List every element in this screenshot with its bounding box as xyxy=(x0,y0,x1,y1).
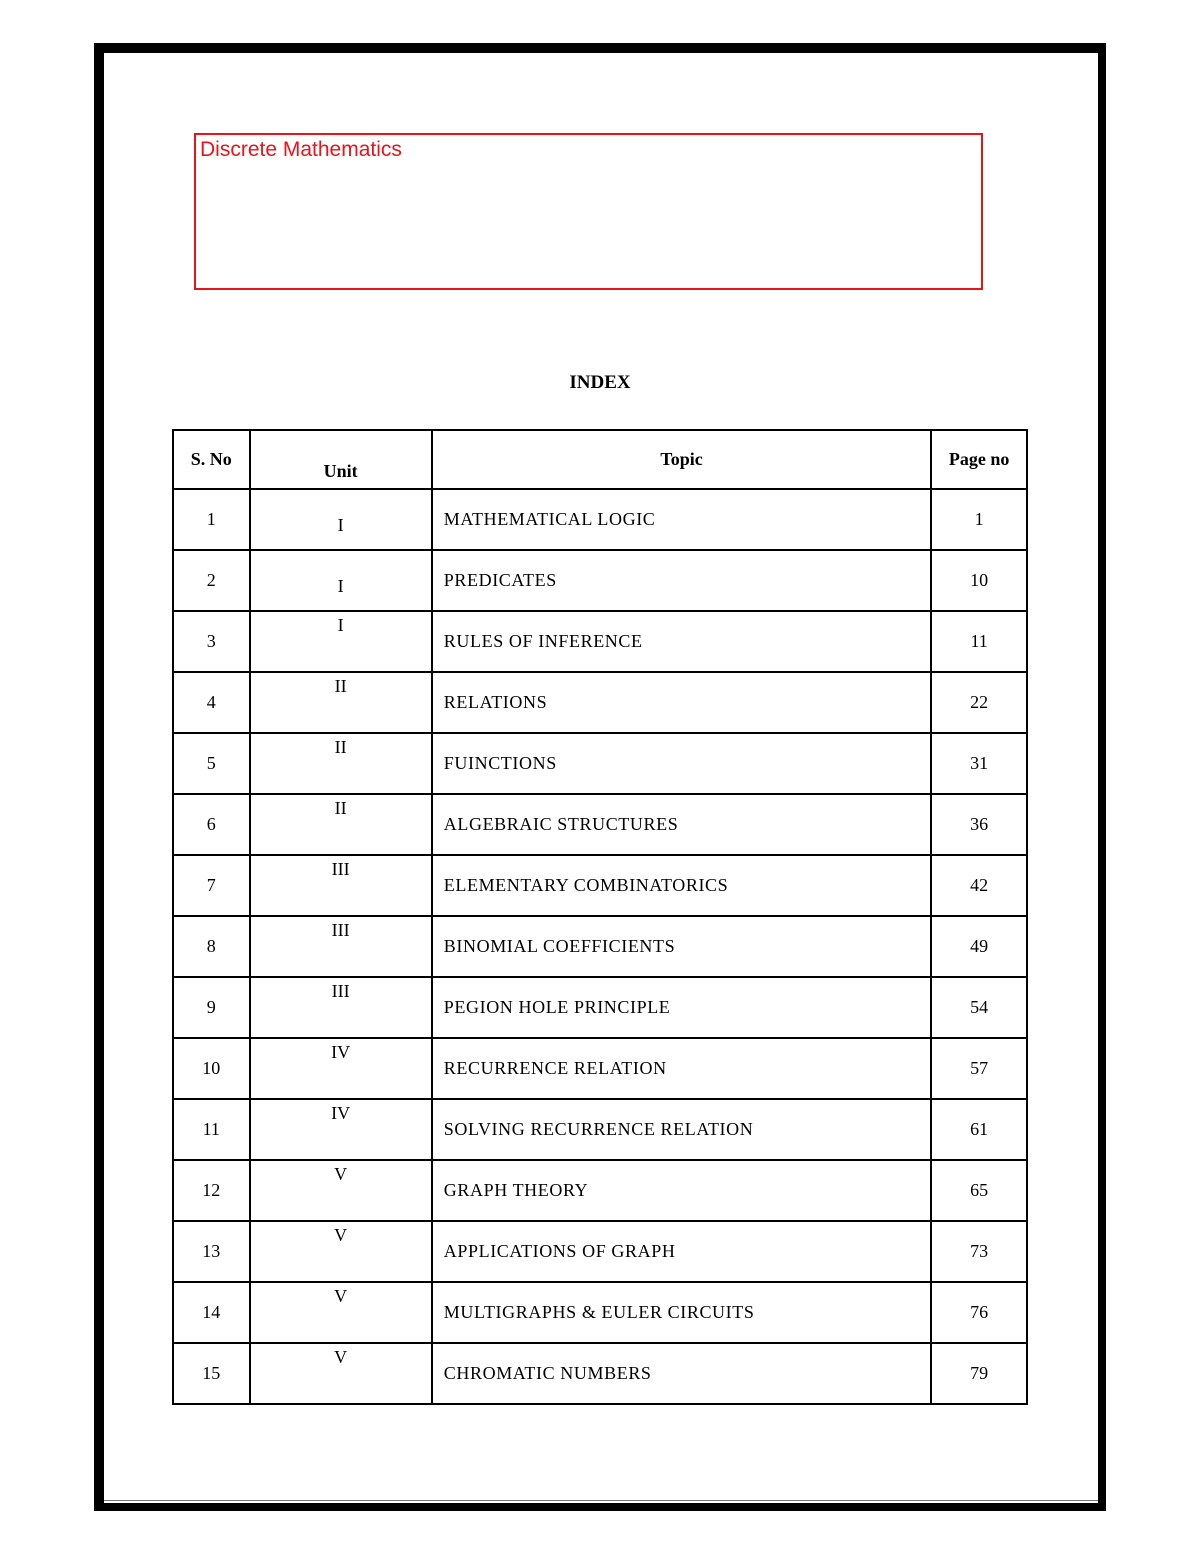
cell-sno-text: 13 xyxy=(202,1241,221,1261)
cell-page-text: 76 xyxy=(970,1302,989,1322)
cell-unit xyxy=(250,916,432,977)
cell-page-text: 57 xyxy=(970,1058,989,1078)
cell-topic-text: PREDICATES xyxy=(443,570,557,590)
cell-unit-text: II xyxy=(334,676,347,696)
cell-page xyxy=(931,733,1027,794)
cell-topic xyxy=(432,794,932,855)
table-row xyxy=(173,794,1027,855)
cell-page xyxy=(931,855,1027,916)
cell-unit-text: V xyxy=(334,1347,348,1367)
cell-sno xyxy=(173,1282,250,1343)
cell-sno-text: 15 xyxy=(202,1363,221,1383)
header-topic-label: Topic xyxy=(660,449,703,469)
table-row xyxy=(173,1221,1027,1282)
cell-topic xyxy=(432,611,932,672)
cell-sno-text: 10 xyxy=(202,1058,221,1078)
cell-page-text: 61 xyxy=(970,1119,989,1139)
cell-unit-text: I xyxy=(337,576,344,596)
cell-unit-text: I xyxy=(337,515,344,535)
table-header-row xyxy=(173,430,1027,489)
cell-topic xyxy=(432,1221,932,1282)
cell-unit xyxy=(250,733,432,794)
cell-page xyxy=(931,550,1027,611)
header-sno-label: S. No xyxy=(190,449,232,469)
index-heading: INDEX xyxy=(569,372,631,393)
cell-sno xyxy=(173,611,250,672)
cell-topic xyxy=(432,1099,932,1160)
cell-unit xyxy=(250,794,432,855)
cell-unit-text: V xyxy=(334,1164,348,1184)
cell-topic xyxy=(432,1160,932,1221)
cell-sno-text: 9 xyxy=(206,997,216,1017)
table-row xyxy=(173,733,1027,794)
cell-unit xyxy=(250,977,432,1038)
cell-topic-text: RECURRENCE RELATION xyxy=(443,1058,667,1078)
header-unit-label: Unit xyxy=(323,461,358,481)
cell-page-text: 73 xyxy=(970,1241,989,1261)
cell-page xyxy=(931,1099,1027,1160)
cell-topic-text: PEGION HOLE PRINCIPLE xyxy=(443,997,671,1017)
cell-topic-text: APPLICATIONS OF GRAPH xyxy=(443,1241,676,1261)
header-topic xyxy=(432,430,932,489)
cell-sno xyxy=(173,550,250,611)
cell-topic-text: SOLVING RECURRENCE RELATION xyxy=(443,1119,754,1139)
cell-topic-text: ALGEBRAIC STRUCTURES xyxy=(443,814,679,834)
document-title: Discrete Mathematics xyxy=(200,138,402,161)
cell-sno xyxy=(173,672,250,733)
cell-sno-text: 7 xyxy=(206,875,216,895)
title-box xyxy=(194,133,983,290)
cell-page-text: 65 xyxy=(970,1180,989,1200)
table-row xyxy=(173,611,1027,672)
cell-topic xyxy=(432,855,932,916)
cell-topic xyxy=(432,733,932,794)
cell-topic-text: MATHEMATICAL LOGIC xyxy=(443,509,656,529)
bottom-rule xyxy=(104,1500,1098,1501)
cell-page-text: 49 xyxy=(970,936,989,956)
cell-unit-text: II xyxy=(334,737,347,757)
header-unit xyxy=(250,430,432,489)
cell-topic-text: ELEMENTARY COMBINATORICS xyxy=(443,875,729,895)
cell-page xyxy=(931,1221,1027,1282)
cell-page xyxy=(931,489,1027,550)
index-table xyxy=(172,429,1028,1405)
cell-page xyxy=(931,672,1027,733)
cell-unit xyxy=(250,1038,432,1099)
cell-unit-text: II xyxy=(334,798,347,818)
table-row xyxy=(173,1282,1027,1343)
cell-unit-text: I xyxy=(337,615,344,635)
cell-page-text: 11 xyxy=(970,631,988,651)
cell-unit xyxy=(250,611,432,672)
cell-unit-text: IV xyxy=(331,1103,351,1123)
cell-sno-text: 4 xyxy=(206,692,216,712)
cell-page xyxy=(931,794,1027,855)
cell-sno-text: 11 xyxy=(202,1119,220,1139)
cell-page-text: 42 xyxy=(970,875,989,895)
cell-topic-text: BINOMIAL COEFFICIENTS xyxy=(443,936,676,956)
header-sno xyxy=(173,430,250,489)
cell-unit xyxy=(250,489,432,550)
cell-page xyxy=(931,1160,1027,1221)
cell-topic xyxy=(432,1343,932,1404)
header-page xyxy=(931,430,1027,489)
cell-page xyxy=(931,1343,1027,1404)
cell-topic-text: MULTIGRAPHS & EULER CIRCUITS xyxy=(443,1302,755,1322)
table-row xyxy=(173,855,1027,916)
cell-sno-text: 3 xyxy=(206,631,216,651)
cell-topic xyxy=(432,489,932,550)
cell-unit xyxy=(250,1343,432,1404)
cell-unit-text: V xyxy=(334,1225,348,1245)
cell-page-text: 79 xyxy=(970,1363,989,1383)
cell-page-text: 36 xyxy=(970,814,989,834)
table-row xyxy=(173,1343,1027,1404)
cell-topic xyxy=(432,672,932,733)
cell-sno xyxy=(173,1160,250,1221)
cell-page xyxy=(931,916,1027,977)
table-row xyxy=(173,489,1027,550)
cell-page xyxy=(931,1282,1027,1343)
cell-topic-text: FUINCTIONS xyxy=(443,753,557,773)
table-row xyxy=(173,977,1027,1038)
cell-sno-text: 6 xyxy=(206,814,216,834)
cell-sno xyxy=(173,977,250,1038)
cell-page-text: 10 xyxy=(970,570,989,590)
cell-sno xyxy=(173,855,250,916)
cell-unit xyxy=(250,1099,432,1160)
cell-page xyxy=(931,611,1027,672)
table-row xyxy=(173,916,1027,977)
cell-page xyxy=(931,977,1027,1038)
cell-sno xyxy=(173,1038,250,1099)
cell-unit-text: IV xyxy=(331,1042,351,1062)
cell-topic-text: RELATIONS xyxy=(443,692,548,712)
cell-sno xyxy=(173,733,250,794)
cell-sno xyxy=(173,1343,250,1404)
table-row xyxy=(173,1160,1027,1221)
cell-topic xyxy=(432,550,932,611)
cell-unit xyxy=(250,672,432,733)
cell-page xyxy=(931,1038,1027,1099)
table-row xyxy=(173,550,1027,611)
cell-topic xyxy=(432,916,932,977)
cell-page-text: 31 xyxy=(970,753,989,773)
cell-unit xyxy=(250,550,432,611)
cell-sno xyxy=(173,1099,250,1160)
cell-sno xyxy=(173,489,250,550)
header-page-label: Page no xyxy=(948,449,1010,469)
cell-topic-text: RULES OF INFERENCE xyxy=(443,631,643,651)
cell-topic xyxy=(432,1282,932,1343)
cell-unit-text: III xyxy=(331,981,350,1001)
cell-page-text: 54 xyxy=(970,997,989,1017)
cell-sno-text: 12 xyxy=(202,1180,221,1200)
cell-sno-text: 14 xyxy=(202,1302,221,1322)
cell-topic-text: CHROMATIC NUMBERS xyxy=(443,1363,652,1383)
cell-sno xyxy=(173,1221,250,1282)
cell-unit xyxy=(250,1160,432,1221)
table-row xyxy=(173,1099,1027,1160)
cell-unit-text: V xyxy=(334,1286,348,1306)
cell-topic xyxy=(432,1038,932,1099)
cell-unit xyxy=(250,1221,432,1282)
cell-topic-text: GRAPH THEORY xyxy=(443,1180,589,1200)
cell-sno xyxy=(173,916,250,977)
cell-unit xyxy=(250,1282,432,1343)
cell-sno-text: 2 xyxy=(206,570,216,590)
cell-topic xyxy=(432,977,932,1038)
cell-page-text: 22 xyxy=(970,692,989,712)
cell-sno xyxy=(173,794,250,855)
cell-unit-text: III xyxy=(331,920,350,940)
cell-page-text: 1 xyxy=(974,509,984,529)
table-body xyxy=(173,489,1027,1404)
table-row xyxy=(173,1038,1027,1099)
table-row xyxy=(173,672,1027,733)
cell-unit-text: III xyxy=(331,859,350,879)
cell-sno-text: 1 xyxy=(206,509,216,529)
cell-sno-text: 5 xyxy=(206,753,216,773)
cell-unit xyxy=(250,855,432,916)
cell-sno-text: 8 xyxy=(206,936,216,956)
